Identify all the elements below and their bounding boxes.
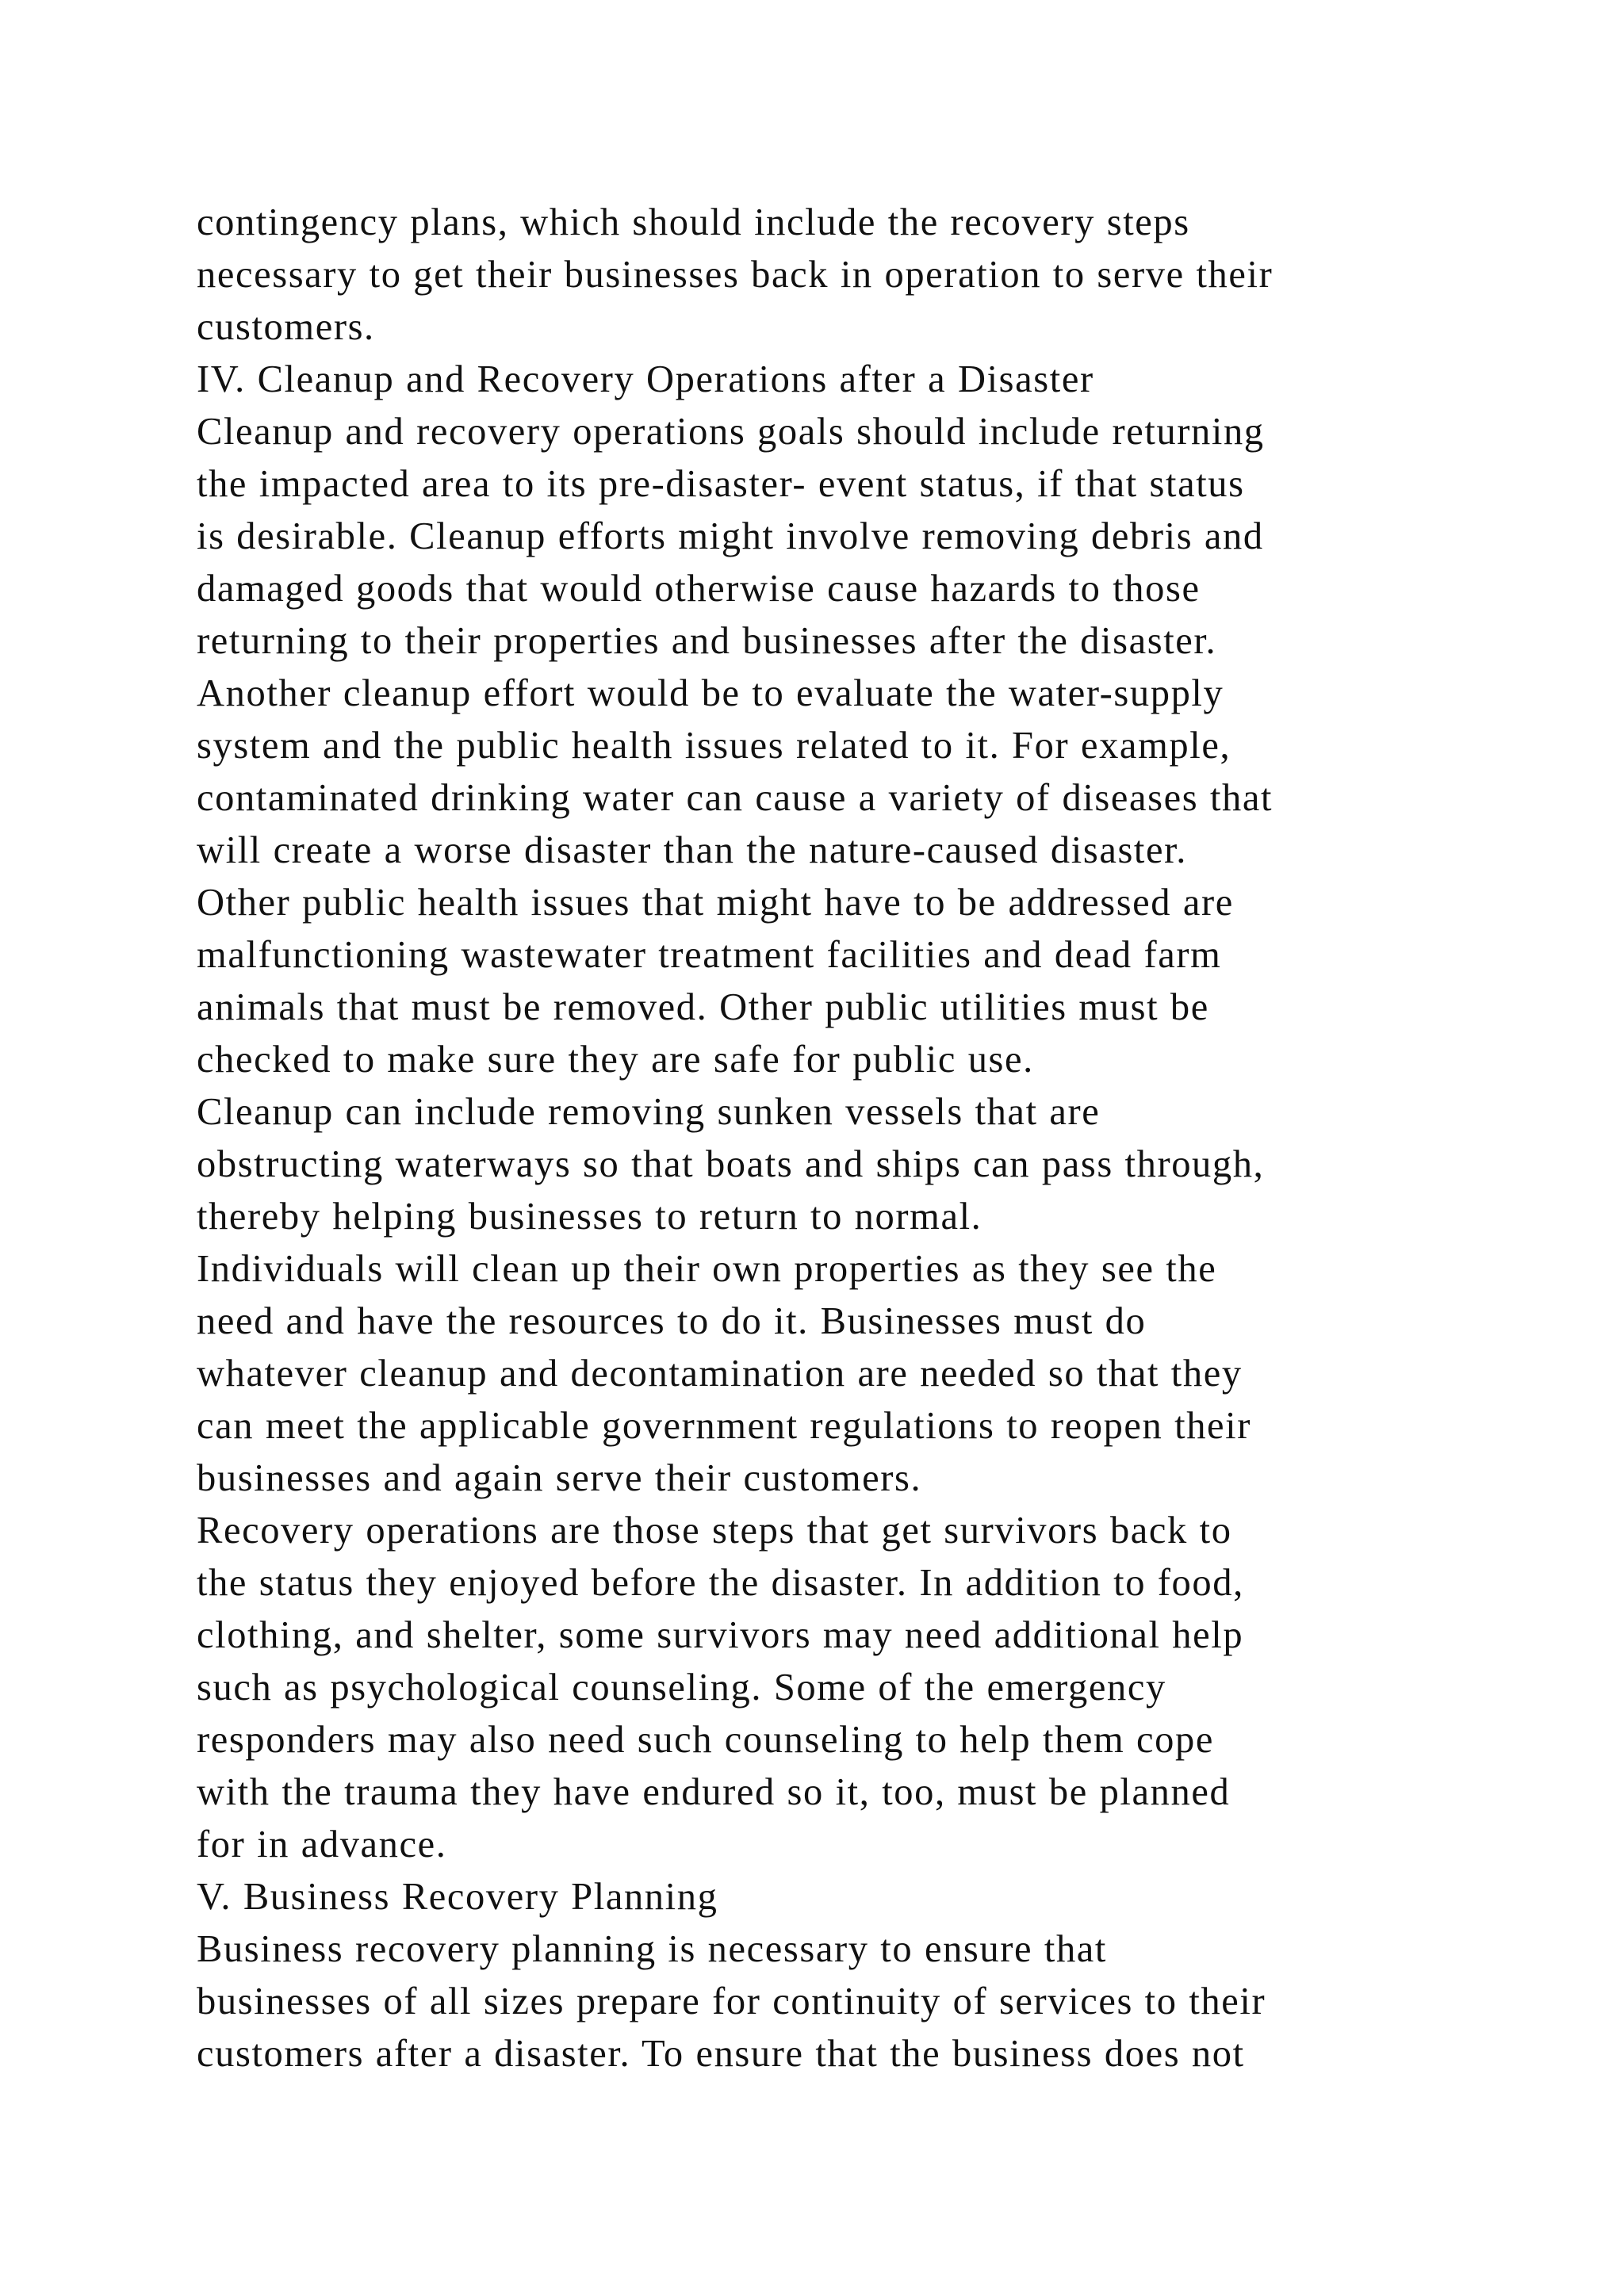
text-line: Individuals will clean up their own properties as they see the — [197, 1248, 1217, 1290]
text-line: malfunctioning wastewater treatment facilities and dead farm — [197, 934, 1222, 976]
text-line: whatever cleanup and decontamination are needed so that they — [197, 1353, 1243, 1395]
text-line: the impacted area to its pre-disaster- event status, if that status — [197, 463, 1245, 505]
text-line: customers after a disaster. To ensure that the business does not — [197, 2033, 1245, 2075]
text-line: thereby helping businesses to return to normal. — [197, 1196, 982, 1238]
text-line: Cleanup can include removing sunken vessels that are — [197, 1091, 1101, 1133]
text-line: system and the public health issues related to it. For example, — [197, 725, 1231, 767]
text-line: Other public health issues that might have to be addressed are — [197, 882, 1234, 924]
text-line: Another cleanup effort would be to evaluate the water-supply — [197, 672, 1224, 714]
text-line: Recovery operations are those steps that get survivors back to — [197, 1510, 1232, 1552]
text-line: returning to their properties and businesses after the disaster. — [197, 620, 1217, 662]
text-line: checked to make sure they are safe for public use. — [197, 1039, 1034, 1081]
text-line: clothing, and shelter, some survivors may need additional help — [197, 1614, 1244, 1656]
text-line: need and have the resources to do it. Businesses must do — [197, 1300, 1147, 1342]
text-line: necessary to get their businesses back in operation to serve their — [197, 254, 1274, 296]
text-line: customers. — [197, 306, 375, 348]
text-line: can meet the applicable government regulations to reopen their — [197, 1405, 1252, 1447]
section-heading: IV. Cleanup and Recovery Operations after a Disaster — [197, 358, 1094, 400]
text-line: businesses and again serve their customers. — [197, 1457, 922, 1499]
text-line: animals that must be removed. Other public utilities must be — [197, 986, 1209, 1028]
text-line: contingency plans, which should include the recovery steps — [197, 201, 1190, 243]
text-line: contaminated drinking water can cause a variety of diseases that — [197, 777, 1274, 819]
text-line: for in advance. — [197, 1823, 447, 1866]
text-line: Cleanup and recovery operations goals should include returning — [197, 411, 1265, 453]
text-line: will create a worse disaster than the nature-caused disaster. — [197, 829, 1187, 871]
text-line: businesses of all sizes prepare for continuity of services to their — [197, 1980, 1266, 2022]
text-line: the status they enjoyed before the disaster. In addition to food, — [197, 1562, 1244, 1604]
text-line: is desirable. Cleanup efforts might involve removing debris and — [197, 515, 1264, 557]
text-line: damaged goods that would otherwise cause hazards to those — [197, 568, 1201, 610]
section-heading: V. Business Recovery Planning — [197, 1876, 718, 1918]
text-line: responders may also need such counseling to help them cope — [197, 1719, 1214, 1761]
text-line: with the trauma they have endured so it, too, must be planned — [197, 1771, 1231, 1813]
text-line: such as psychological counseling. Some of the emergency — [197, 1667, 1166, 1709]
text-line: obstructing waterways so that boats and ships can pass through, — [197, 1143, 1265, 1185]
body-text — [197, 197, 1481, 2080]
text-line: Business recovery planning is necessary to ensure that — [197, 1928, 1107, 1970]
